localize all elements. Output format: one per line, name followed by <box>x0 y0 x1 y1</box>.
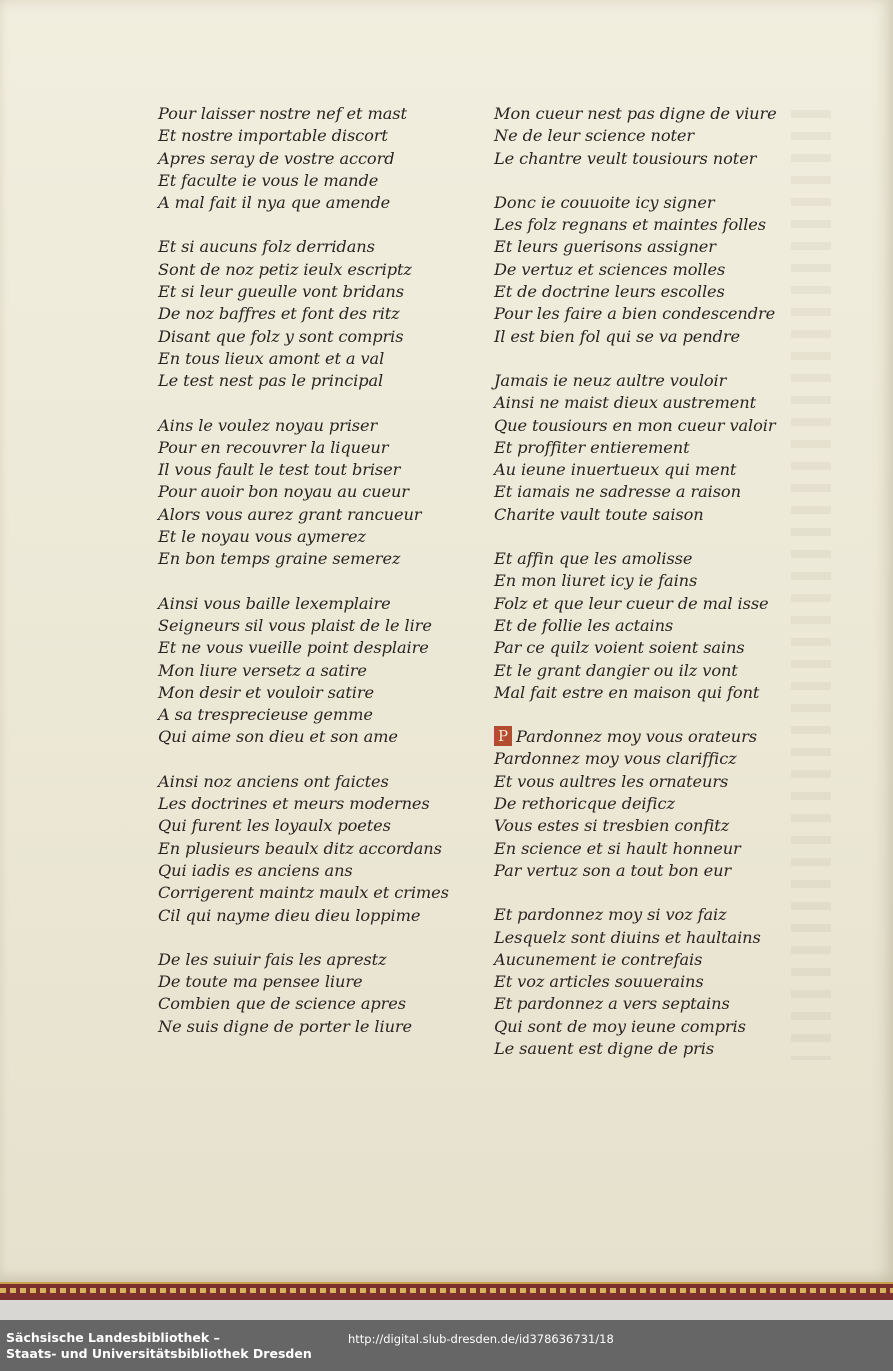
verse-line: Et si aucuns folz derridans <box>158 237 375 257</box>
stanza <box>494 548 814 704</box>
stanza <box>494 103 814 170</box>
permalink-url[interactable]: http://digital.slub-dresden.de/id378636731/18 <box>348 1332 614 1346</box>
verse-line: Et affin que les amolisse <box>494 549 693 569</box>
footer-bar <box>0 1320 893 1371</box>
verse-line: Que tousiours en mon cueur valoir <box>494 415 776 435</box>
verse-line: Pardonnez moy vous clarifficz <box>494 749 737 769</box>
verse-line: Et voz articles souuerains <box>494 972 704 992</box>
verse-line: Le sauent est digne de pris <box>494 1038 715 1058</box>
stanza <box>158 593 458 749</box>
verse-line: En science et si hault honneur <box>494 838 741 858</box>
verse-line: Et proffiter entierement <box>494 437 690 457</box>
stanza <box>158 771 458 927</box>
verse-line: De noz baffres et font des ritz <box>158 304 400 324</box>
verse-line: Seigneurs sil vous plaist de le lire <box>158 615 432 635</box>
library-name-line2: Staats- und Universitätsbibliothek Dresden <box>6 1346 312 1361</box>
verse-line: Jamais ie neuz aultre vouloir <box>494 370 727 390</box>
verse-line: Et le grant dangier ou ilz vont <box>494 660 738 680</box>
verse-line: A sa tresprecieuse gemme <box>158 705 373 725</box>
verse-line: De les suiuir fais les aprestz <box>158 949 387 969</box>
verse-line: En tous lieux amont et a val <box>158 348 385 368</box>
verse-line: De vertuz et sciences molles <box>494 259 726 279</box>
verse-line: Et pardonnez a vers septains <box>494 994 730 1014</box>
verse-line: Ne suis digne de porter le liure <box>158 1016 413 1036</box>
verse-line: Ainsi ne maist dieux austrement <box>494 393 756 413</box>
verse-line: Et le noyau vous aymerez <box>158 527 366 547</box>
library-name <box>6 1330 312 1362</box>
verse-line: Ne de leur science noter <box>494 126 694 146</box>
verse-line: Le test nest pas le principal <box>158 371 384 391</box>
verse-line: Et faculte ie vous le mande <box>158 170 379 190</box>
verse-line: Ainsi noz anciens ont faictes <box>158 771 389 791</box>
verse-line: Qui iadis es anciens ans <box>158 860 353 880</box>
verse-line: Pour en recouvrer la liqueur <box>158 437 389 457</box>
verse-line: Et iamais ne sadresse a raison <box>494 482 741 502</box>
verse-line: En bon temps graine semerez <box>158 549 401 569</box>
decorated-initial: P <box>494 726 512 746</box>
verse-line: Apres seray de vostre accord <box>158 148 395 168</box>
verse-line: Au ieune inuertueux qui ment <box>494 460 737 480</box>
verse-line: Mon liure versetz a satire <box>158 660 367 680</box>
verse-line <box>494 726 814 748</box>
verse-line: Et pardonnez moy si voz faiz <box>494 905 727 925</box>
verse-line: Il vous fault le test tout briser <box>158 460 401 480</box>
verse-line: En plusieurs beaulx ditz accordans <box>158 838 442 858</box>
stanza <box>494 370 814 526</box>
verse-line: Et vous aultres les ornateurs <box>494 771 729 791</box>
verse-line: Vous estes si tresbien confitz <box>494 816 730 836</box>
verse-line: Pour laisser nostre nef et mast <box>158 104 407 123</box>
stanza <box>158 103 458 214</box>
verse-line: Pour auoir bon noyau au cueur <box>158 482 409 502</box>
verse-line: Combien que de science apres <box>158 994 406 1014</box>
verse-line: Ainsi vous baille lexemplaire <box>158 593 391 613</box>
verse-line: Les doctrines et meurs modernes <box>158 794 430 814</box>
verse-line: Le chantre veult tousiours noter <box>494 148 757 168</box>
stanza <box>158 236 458 392</box>
stanza <box>158 415 458 571</box>
verse-line: Ains le voulez noyau priser <box>158 415 378 435</box>
verse-line-text: Pardonnez moy vous orateurs <box>516 727 757 747</box>
verse-line: Pour les faire a bien condescendre <box>494 304 776 324</box>
verse-line: Charite vault toute saison <box>494 504 704 524</box>
verse-line: Lesquelz sont diuins et haultains <box>494 927 761 947</box>
verse-line: En mon liuret icy ie fains <box>494 571 698 591</box>
verse-line: Donc ie couuoite icy signer <box>494 192 715 212</box>
verse-line: Qui sont de moy ieune compris <box>494 1016 746 1036</box>
verse-line: Aucunement ie contrefais <box>494 949 703 969</box>
stanza <box>494 726 814 882</box>
verse-line: Par ce quilz voient soient sains <box>494 638 745 658</box>
page-underlay <box>0 1300 893 1320</box>
library-name-line1: Sächsische Landesbibliothek – <box>6 1330 220 1345</box>
verse-line: Mon cueur nest pas digne de viure <box>494 104 777 123</box>
verse-line: Par vertuz son a tout bon eur <box>494 860 732 880</box>
stanza <box>494 904 814 1060</box>
left-text-column <box>158 103 458 1060</box>
verse-line: Il est bien fol qui se va pendre <box>494 326 740 346</box>
verse-line: De toute ma pensee liure <box>158 972 363 992</box>
verse-line: Corrigerent maintz maulx et crimes <box>158 883 449 903</box>
verse-line: A mal fait il nya que amende <box>158 193 391 213</box>
verse-line: Mon desir et vouloir satire <box>158 682 374 702</box>
verse-line: Et de follie les actains <box>494 615 674 635</box>
verse-line: Cil qui nayme dieu dieu loppime <box>158 905 421 925</box>
verse-line: Qui aime son dieu et son ame <box>158 727 398 747</box>
verse-line: Les folz regnans et maintes folles <box>494 215 766 235</box>
verse-line: Et leurs guerisons assigner <box>494 237 716 257</box>
verse-line: De rethoricque deificz <box>494 794 675 814</box>
verse-line: Et si leur gueulle vont bridans <box>158 282 404 302</box>
verse-line: Et de doctrine leurs escolles <box>494 282 725 302</box>
verse-line: Sont de noz petiz ieulx escriptz <box>158 259 412 279</box>
verse-line: Et nostre importable discort <box>158 126 388 146</box>
verse-line: Alors vous aurez grant rancueur <box>158 504 422 524</box>
right-text-column <box>494 103 814 1082</box>
verse-line: Qui furent les loyaulx poetes <box>158 816 391 836</box>
verse-line: Mal fait estre en maison qui font <box>494 682 760 702</box>
stanza <box>494 192 814 348</box>
book-binding-edge <box>0 1282 893 1302</box>
verse-line: Folz et que leur cueur de mal isse <box>494 593 769 613</box>
verse-line: Et ne vous vueille point desplaire <box>158 638 429 658</box>
verse-line: Disant que folz y sont compris <box>158 326 404 346</box>
stanza <box>158 949 458 1038</box>
